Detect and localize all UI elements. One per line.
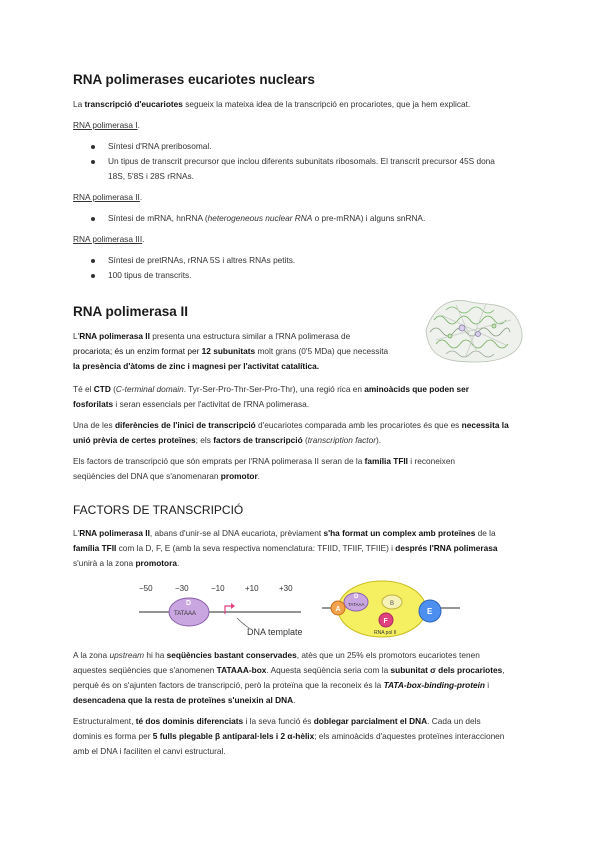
bold-text: RNA polimerasa II bbox=[79, 331, 150, 341]
dot: . bbox=[142, 234, 145, 244]
text: de la bbox=[475, 528, 496, 538]
e-label: E bbox=[427, 607, 433, 616]
rna-pol-ii-paragraph-3 bbox=[73, 418, 553, 448]
factors-paragraph-1 bbox=[73, 526, 553, 571]
bold-text: aminoàcids que poden ser bbox=[364, 384, 469, 394]
rna-pol-ii-paragraph-1 bbox=[73, 329, 423, 374]
text: aquestes seqüències que s'anomenen bbox=[73, 665, 217, 675]
bullet-icon bbox=[91, 259, 95, 263]
bold-text: CTD bbox=[93, 384, 111, 394]
text: molt grans (0'5 MDa) que necessita bbox=[255, 346, 389, 356]
bold-text: després l'RNA polimerasa bbox=[395, 543, 498, 553]
text: d'eucariotes comparada amb les procariotes és que es bbox=[255, 420, 462, 430]
protein-structure-image bbox=[416, 290, 528, 370]
bullet-icon bbox=[91, 160, 95, 164]
tick-label: +30 bbox=[279, 584, 293, 593]
bold-text: promotora bbox=[135, 558, 177, 568]
d-label: D bbox=[186, 600, 192, 607]
text: ( bbox=[110, 384, 116, 394]
bold-text: la presència d'àtoms de zinc i magnesi per l'activitat catalítica. bbox=[73, 361, 320, 371]
text: L' bbox=[73, 331, 80, 341]
text: seqüències del DNA que s'anomenaran bbox=[73, 471, 221, 481]
pol3-item-1 bbox=[90, 253, 550, 268]
text: s'unirà a la zona bbox=[73, 558, 136, 568]
bold-text: família TFII bbox=[73, 543, 117, 553]
dna-template-label: DNA template bbox=[247, 627, 303, 637]
text: i seran essencials per l'activitat de l'RNA polimerasa. bbox=[113, 399, 310, 409]
text: 100 tipus de transcrits. bbox=[108, 270, 192, 280]
text: ), una regió rica en bbox=[292, 384, 365, 394]
rna-pol-ii-paragraph-2 bbox=[73, 382, 543, 412]
text: . bbox=[257, 471, 260, 481]
bullet-icon bbox=[91, 217, 95, 221]
bold-text: promotor bbox=[220, 471, 258, 481]
promoter-diagram-left bbox=[125, 578, 325, 642]
bold-text: 12 subunitats bbox=[201, 346, 256, 356]
text: Síntesi d'RNA preribosomal. bbox=[108, 141, 212, 151]
rna-pol-ii-label: RNA pol II bbox=[374, 630, 397, 636]
pol3-item-2 bbox=[90, 268, 550, 283]
text: o pre-mRNA) i alguns snRNA. bbox=[312, 213, 426, 223]
d-label: D bbox=[354, 594, 359, 600]
text: Un tipus de transcrit precursor que inclou diferents subunitats ribosomals. El transcrit precursor 45S dona bbox=[108, 156, 495, 166]
dot: . bbox=[139, 192, 143, 202]
bold-italic-text: TATA-box-binding-protein bbox=[383, 680, 485, 690]
bold-text: factors de transcripció bbox=[213, 435, 303, 445]
pol2-item-1 bbox=[90, 211, 550, 226]
text: dominis es forma per bbox=[73, 731, 153, 741]
bold-text: s'ha format un complex amb proteïnes bbox=[323, 528, 476, 538]
text: ; els bbox=[195, 435, 214, 445]
text: Els factors de transcripció que són emprats per l'RNA polimerasa II seran de la bbox=[73, 456, 365, 466]
text: . bbox=[176, 558, 180, 568]
b-label: B bbox=[390, 601, 395, 607]
section-title-nuclear-polymerases: RNA polimerases eucariotes nuclears bbox=[73, 72, 315, 87]
text: , abans d'unir-se al DNA eucariota, prèviament bbox=[149, 528, 324, 538]
italic-text: transcription factor bbox=[307, 435, 376, 445]
text: Estructuralment, bbox=[73, 716, 136, 726]
bullet-icon bbox=[91, 145, 95, 149]
text: perquè és on s'ajunten factors de transcripció, però la proteïna que la reconeix és la bbox=[73, 680, 384, 690]
pol1-item-2-cont: 18S, 5'8S i 28S rRNAs. bbox=[108, 171, 194, 181]
bold-text: subunitat σ dels procariotes bbox=[390, 665, 503, 675]
bold-text: desencadena que la resta de proteïnes s'uneixin al DNA bbox=[73, 695, 294, 705]
pol2-label: RNA polimerasa II bbox=[73, 192, 140, 202]
text: Té el bbox=[73, 384, 94, 394]
text: amb el DNA i faciliten el canvi estructural. bbox=[73, 746, 226, 756]
dot: . bbox=[137, 120, 140, 130]
bold-text: doblegar parcialment el DNA bbox=[313, 716, 428, 726]
text: Síntesi de mRNA, hnRNA ( bbox=[108, 213, 208, 223]
rna-pol-ii-paragraph-4 bbox=[73, 454, 553, 484]
text: ( bbox=[302, 435, 308, 445]
text: . Cada un dels bbox=[427, 716, 481, 726]
tataaa-label: TATAAA bbox=[348, 602, 365, 607]
text: . bbox=[293, 695, 296, 705]
bold-text: unió prèvia de certes proteïnes bbox=[73, 435, 196, 445]
intro-paragraph bbox=[73, 97, 543, 112]
bold-text: 5 fulls plegable β antiparal·lels i 2 α-hèlix bbox=[152, 731, 315, 741]
pol1-item-2 bbox=[90, 154, 560, 169]
text: segueix la mateixa idea de la transcripció en procariotes, que ja hem explicat. bbox=[182, 99, 471, 109]
text: i la seva funció és bbox=[243, 716, 314, 726]
pol2-heading bbox=[73, 190, 142, 205]
bold-text: seqüències bastant conservades bbox=[166, 650, 297, 660]
bullet-icon bbox=[91, 274, 95, 278]
italic-text: upstream bbox=[109, 650, 145, 660]
text: A la zona bbox=[73, 650, 110, 660]
section-title-rna-pol-ii: RNA polimerasa II bbox=[73, 304, 189, 319]
preinitiation-complex-diagram bbox=[318, 578, 464, 642]
pol1-item-1 bbox=[90, 139, 550, 154]
pol1-label: RNA polimerasa I bbox=[73, 120, 138, 130]
tataaa-label: TATAAA bbox=[174, 611, 197, 617]
factors-paragraph-3 bbox=[73, 714, 553, 759]
tick-label: +10 bbox=[245, 584, 259, 593]
section-title-transcription-factors: FACTORS DE TRANSCRIPCIÓ bbox=[73, 503, 244, 517]
text: ). bbox=[375, 435, 382, 445]
a-label: A bbox=[335, 606, 341, 613]
bold-text: té dos dominis diferenciats bbox=[135, 716, 244, 726]
text: hi ha bbox=[144, 650, 167, 660]
f-label: F bbox=[383, 618, 388, 625]
pol1-heading bbox=[73, 118, 140, 133]
text: i reconeixen bbox=[408, 456, 456, 466]
tick-label: −10 bbox=[211, 584, 225, 593]
pol3-heading bbox=[73, 232, 144, 247]
bold-text: procariota; és un enzim format per bbox=[73, 346, 202, 356]
text: , bbox=[502, 665, 505, 675]
text: com la D, F, E (amb la seva respectiva nomenclatura: TFIID, TFIIF, TFIIE) i bbox=[116, 543, 396, 553]
text: La bbox=[73, 99, 85, 109]
text: Una de les bbox=[73, 420, 115, 430]
text: ; els aminoàcids d'aquestes proteïnes interaccionen bbox=[314, 731, 505, 741]
text: . Aquesta seqüència seria com la bbox=[266, 665, 391, 675]
italic-text: heterogeneous nuclear RNA bbox=[207, 213, 313, 223]
text: , atès que un 25% els promotors eucariotes tenen bbox=[296, 650, 480, 660]
text: . Tyr-Ser-Pro-Thr-Ser-Pro-Thr bbox=[183, 384, 293, 394]
bold-text: RNA polimerasa II bbox=[79, 528, 150, 538]
text: Síntesi de pretRNAs, rRNA 5S i altres RNAs petits. bbox=[108, 255, 296, 265]
text: i bbox=[485, 680, 490, 690]
bold-text: TATAAA-box bbox=[216, 665, 267, 675]
bold-text: necessita la bbox=[461, 420, 509, 430]
arrow-head-icon bbox=[231, 603, 235, 609]
bold-text: diferències de l'inici de transcripció bbox=[114, 420, 256, 430]
tick-label: −50 bbox=[139, 584, 153, 593]
factors-paragraph-2 bbox=[73, 648, 553, 708]
italic-text: C-terminal domain bbox=[115, 384, 184, 394]
text: presenta una estructura similar a l'RNA polimerasa de bbox=[149, 331, 351, 341]
pol3-label: RNA polimerasa III bbox=[73, 234, 143, 244]
text: L' bbox=[73, 528, 80, 538]
tick-label: −30 bbox=[175, 584, 189, 593]
bold-text: família TFII bbox=[364, 456, 408, 466]
bold-text: fosforilats bbox=[73, 399, 114, 409]
bold-text: transcripció d'eucariotes bbox=[84, 99, 183, 109]
